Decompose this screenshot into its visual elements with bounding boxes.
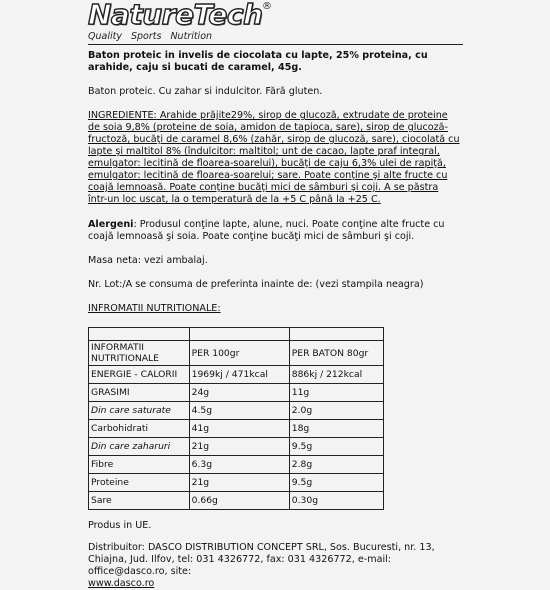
allergens-paragraph bbox=[88, 219, 460, 243]
nutrient-name: Fibre bbox=[89, 456, 190, 474]
value-perbar: 886kj / 212kcal bbox=[289, 366, 383, 384]
nutrient-name: Carbohidrati bbox=[89, 420, 190, 438]
distributor-info bbox=[88, 542, 460, 590]
label-content bbox=[88, 50, 460, 590]
table-row bbox=[89, 438, 384, 456]
nutrient-name: Sare bbox=[89, 492, 190, 510]
lot-info: Nr. Lot:/A se consuma de preferinta inainte de: (vezi stampila neagra) bbox=[88, 279, 424, 290]
logo-divider bbox=[88, 44, 463, 45]
origin: Produs in UE. bbox=[88, 520, 152, 531]
ingredients-text: Arahide prăjite29%, sirop de glucoză, extrudate de proteine de soia 9,8% (proteine de soia, amidon de tapioca, sare), sirop de glucoză-fructoză, bucăţi de caramel 8,6% (zahăr, sirop de glucoză, sare), ciocolată cu lapte şi maltitol 8% (îndulcitor: maltitol; unt de cacao, lapte praf integral, emulgator: lecitină de floarea-soarelui), bucăţi de caju 6,3% ulei de rapiţă, emulgator: lecitină de floarea-soarelui; sare. Poate conţine şi alte fructe cu coajă lemnoasă. Poate conţine bucăţi mici de sâmburi şi coji. A se păstra într-un loc uscat, la o temperatură de la +5 C până la +25 C. bbox=[88, 110, 460, 205]
header-cell-per100: PER 100gr bbox=[189, 341, 289, 366]
value-perbar: 2.0g bbox=[289, 402, 383, 420]
nutrient-name: Din care saturate bbox=[89, 402, 190, 420]
value-per100: 21g bbox=[189, 474, 289, 492]
distributor-text: Distribuitor: DASCO DISTRIBUTION CONCEPT SRL, Sos. Bucuresti, nr. 13, Chiajna, Jud. Ilfov, tel: 031 4326772, fax: 031 4326772, e-mail: office@dasco.ro, site: bbox=[88, 542, 435, 577]
table-row bbox=[89, 384, 384, 402]
ingredients-paragraph bbox=[88, 110, 460, 206]
registered-mark: ® bbox=[262, 1, 272, 12]
value-per100: 24g bbox=[189, 384, 289, 402]
brand-tagline: Quality Sports Nutrition bbox=[88, 31, 213, 42]
table-row bbox=[89, 492, 384, 510]
nutrient-name: GRASIMI bbox=[89, 384, 190, 402]
nutrient-name: ENERGIE - CALORII bbox=[89, 366, 190, 384]
value-perbar: 9.5g bbox=[289, 474, 383, 492]
table-row bbox=[89, 420, 384, 438]
table-row bbox=[89, 402, 384, 420]
website-link[interactable]: www.dasco.ro bbox=[88, 578, 155, 589]
value-per100: 6.3g bbox=[189, 456, 289, 474]
value-per100: 41g bbox=[189, 420, 289, 438]
brand-logo bbox=[88, 0, 272, 42]
value-per100: 4.5g bbox=[189, 402, 289, 420]
value-perbar: 18g bbox=[289, 420, 383, 438]
table-blank-row bbox=[89, 328, 384, 341]
value-per100: 1969kj / 471kcal bbox=[189, 366, 289, 384]
allergens-text: : Produsul conţine lapte, alune, nuci. Poate conţine alte fructe cu coajă lemnoasă şi soia. Poate conţine bucăţi mici de sâmburi şi coji. bbox=[88, 219, 445, 242]
value-perbar: 2.8g bbox=[289, 456, 383, 474]
table-header-row bbox=[89, 341, 384, 366]
brand-name: NatureTech bbox=[88, 0, 263, 31]
product-subtitle: Baton proteic. Cu zahar si indulcitor. Fără gluten. bbox=[88, 86, 323, 97]
value-per100: 21g bbox=[189, 438, 289, 456]
header-cell-perbar: PER BATON 80gr bbox=[289, 341, 383, 366]
table-row bbox=[89, 456, 384, 474]
nutrition-heading: INFROMATII NUTRITIONALE: bbox=[88, 303, 221, 314]
table-row bbox=[89, 366, 384, 384]
net-mass: Masa neta: vezi ambalaj. bbox=[88, 255, 208, 266]
nutrient-name: Din care zaharuri bbox=[89, 438, 190, 456]
allergens-label: Alergeni bbox=[88, 219, 134, 230]
header-cell-nutrition: INFORMATII NUTRITIONALE bbox=[89, 341, 190, 366]
value-per100: 0.66g bbox=[189, 492, 289, 510]
product-title: Baton proteic in invelis de ciocolata cu lapte, 25% proteina, cu arahide, caju si bucati de caramel, 45g. bbox=[88, 50, 428, 73]
nutrition-table bbox=[88, 327, 384, 510]
nutrient-name: Proteine bbox=[89, 474, 190, 492]
ingredients-label: INGREDIENTE: bbox=[88, 110, 157, 121]
value-perbar: 11g bbox=[289, 384, 383, 402]
value-perbar: 9.5g bbox=[289, 438, 383, 456]
value-perbar: 0.30g bbox=[289, 492, 383, 510]
table-row bbox=[89, 474, 384, 492]
